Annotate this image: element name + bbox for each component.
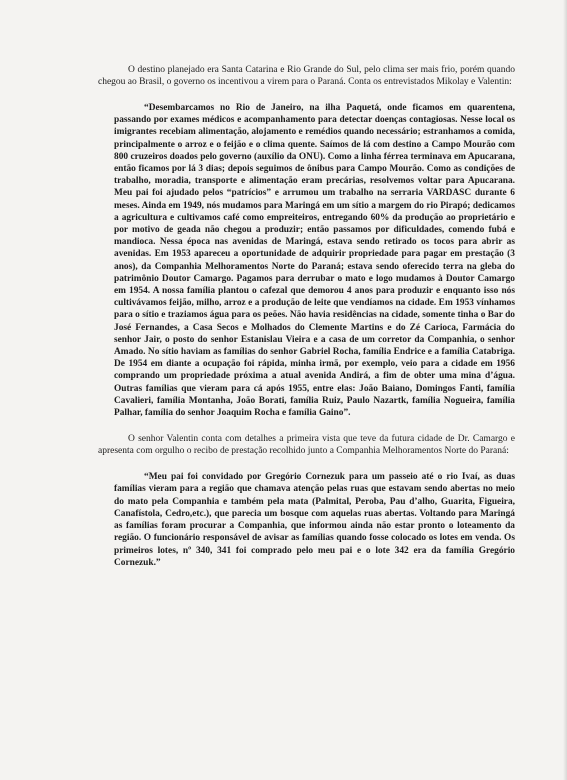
intro-paragraph: O destino planejado era Santa Catarina e Rio Grande do Sul, pelo clima ser mais frio, porém quando chegou ao Brasil, o governo os incentivou a virem para o Paraná. Conta os entrevistados Mikolay e Valentin: xyxy=(98,65,515,87)
valentin-paragraph: O senhor Valentin conta com detalhes a primeira vista que teve da futura cidade de Dr. Camargo e apresenta com orgulho o recibo de prestação recolhido junto a Companhia Melhoramentos Norte do Paraná: xyxy=(98,434,515,457)
testimony-quote-2: “Meu pai foi convidado por Gregório Cornezuk para um passeio até o rio Ivaí, as duas famílias vieram para a região que chamava atenção pelas ruas que estavam sendo abertas no meio do mato pela Companhia e também pela mata (Palmital, Peroba, Pau d’alho, Guarita, Figueira, Canafístola, Cedro,etc.), que parecia um bosque com aquelas ruas abertas. Voltando para Maringá as famílias foram procurar a Companhia, que informou ainda não estar pronto o loteamento da região. O funcionário responsável de avisar as famílias quando fosse colocado os lotes em venda. Os primeiros lotes, nº 340, 341 foi comprado pelo meu pai e o lote 342 era da família Gregório Cornezuk.” xyxy=(114,472,515,568)
testimony-quote-1: “Desembarcamos no Rio de Janeiro, na ilha Paquetá, onde ficamos em quarentena, passando por exames médicos e acompanhamento para detectar doenças contagiosas. Nesse local os imigrantes recebiam alimentação, alojamento e remédios quando necessário; estranhamos a comida, principalmente o arroz e o feijão e o clima quente. Saímos de lá com destino a Campo Mourão com 800 cruzeiros doados pelo governo (auxílio da ONU). Como a linha férrea terminava em Apucarana, então ficamos por lá 3 dias; depois seguimos de ônibus para Campo Mourão. Como as condições de trabalho, moradia, transporte e alimentação eram precárias, resolvemos voltar para Apucarana. Meu pai foi ajudado pelos “patrícios” e arrumou um trabalho na serraria VARDASC durante 6 meses. Ainda em 1949, nós mudamos para Maringá em um sítio a margem do rio Pirapó; dedicamos a agricultura e cultivamos café como empreiteiros, entregando 60% da produção ao proprietário e por motivo de geada não chegou a produzir; então passamos por dificuldades, comendo fubá e mandioca. Nessa época nas avenidas de Maringá, estava sendo retirado os tocos para abrir as avenidas. Em 1953 apareceu a oportunidade de adquirir propriedade para pagar em prestação (3 anos), da Companhia Melhoramentos Norte do Paraná; estava sendo oferecido terra na gleba do patrimônio Doutor Camargo. Pagamos para derrubar o mato e logo mudamos à Doutor Camargo em 1954. A nossa família plantou o cafezal que demorou 4 anos para produzir e enquanto isso nós cultivávamos feijão, milho, arroz e a produção de leite que vendíamos na cidade. Em 1953 vínhamos para o sítio e traziamos água para os peões. Não havia residências na cidade, somente tinha o Bar do José Fernandes, a Casa Secos e Molhados do Clemente Martins e do Zé Carioca, Farmácia do senhor Jair, o posto do senhor Estanislau Vieira e a casa de um corretor da Companhia, o senhor Amado. No sítio haviam as famílias do senhor Gabriel Rocha, família Endrice e a família Catabriga. De 1954 em diante a ocupação foi rápida, minha irmã, por exemplo, veio para a cidade em 1956 comprando um propriedade próxima a atual avenida Andirá, a fim de obter uma mina d’água. Outras famílias que vieram para cá após 1955, entre elas: João Baiano, Domingos Fanti, família Cavalieri, família Montanha, João Borati, família Ruiz, Paulo Nazartk, família Nogueira, família Palhar, família do senhor Joaquim Rocha e família Gaino”. xyxy=(114,103,515,419)
